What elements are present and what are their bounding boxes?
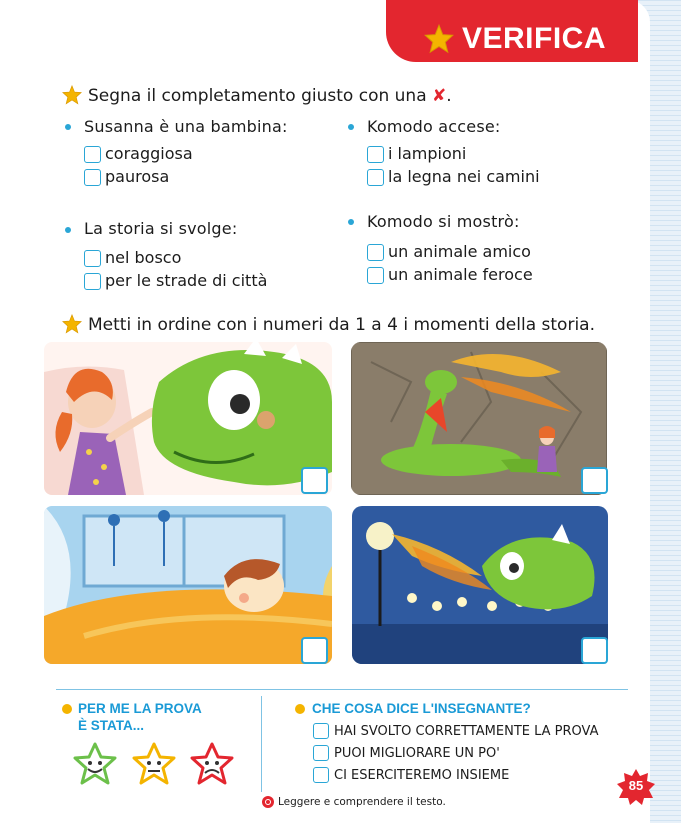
divider — [56, 689, 628, 690]
happy-star-icon[interactable] — [72, 742, 118, 786]
bullet-icon — [295, 704, 305, 714]
teacher-option[interactable] — [313, 745, 500, 761]
question-text: Komodo si mostrò: — [367, 212, 520, 231]
answer-option[interactable] — [367, 167, 540, 187]
checkbox[interactable] — [84, 146, 101, 163]
bullet-icon — [65, 227, 71, 233]
checkbox[interactable] — [367, 267, 384, 284]
answer-option[interactable] — [84, 271, 267, 291]
story-illustration-girl-dragon — [44, 342, 332, 495]
order-number-box[interactable] — [301, 637, 328, 664]
star-icon — [424, 24, 454, 54]
self-assessment-heading — [78, 700, 202, 734]
answer-option[interactable] — [367, 242, 531, 262]
option-label: un animale feroce — [388, 265, 533, 284]
star-icon — [62, 314, 82, 334]
story-illustration-dragon-cave — [351, 342, 607, 495]
option-label: per le strade di città — [105, 271, 268, 290]
answer-option[interactable] — [84, 248, 181, 268]
heading-line: PER ME LA PROVA — [78, 701, 202, 716]
story-illustration-girl-sleeping — [44, 506, 332, 664]
target-icon — [262, 796, 274, 808]
option-label: HAI SVOLTO CORRETTAMENTE LA PROVA — [334, 723, 599, 739]
teacher-option[interactable] — [313, 723, 599, 739]
sad-star-icon[interactable] — [189, 742, 235, 786]
option-label: CI ESERCITEREMO INSIEME — [334, 767, 510, 783]
checkbox[interactable] — [84, 169, 101, 186]
option-label: un animale amico — [388, 242, 531, 261]
story-illustration-dragon-lamps — [352, 506, 608, 664]
answer-option[interactable] — [84, 167, 169, 187]
exercise2-instruction: Metti in ordine con i numeri da 1 a 4 i momenti della storia. — [88, 315, 595, 335]
teacher-option[interactable] — [313, 767, 509, 783]
option-label: PUOI MIGLIORARE UN PO' — [334, 745, 500, 761]
question-text: Komodo accese: — [367, 117, 501, 136]
option-label: la legna nei camini — [388, 167, 540, 186]
checkbox[interactable] — [84, 250, 101, 267]
checkbox[interactable] — [313, 745, 329, 761]
checkbox[interactable] — [84, 273, 101, 290]
bullet-icon — [348, 219, 354, 225]
order-number-box[interactable] — [581, 467, 608, 494]
page-title: VERIFICA — [462, 22, 607, 55]
question-text: Susanna è una bambina: — [84, 117, 288, 136]
footer-note — [262, 796, 446, 808]
answer-option[interactable] — [84, 144, 193, 164]
checkbox[interactable] — [313, 767, 329, 783]
checkbox[interactable] — [313, 723, 329, 739]
star-icon — [62, 85, 82, 105]
divider — [261, 696, 262, 792]
checkbox[interactable] — [367, 146, 384, 163]
option-label: i lampioni — [388, 144, 467, 163]
footer-text: Leggere e comprendere il testo. — [278, 796, 446, 808]
order-number-box[interactable] — [301, 467, 328, 494]
order-number-box[interactable] — [581, 637, 608, 664]
answer-option[interactable] — [367, 144, 466, 164]
answer-option[interactable] — [367, 265, 533, 285]
instruction-text: Segna il completamento giusto con una — [88, 86, 427, 106]
bullet-icon — [62, 704, 72, 714]
instruction-end: . — [446, 86, 452, 106]
checkbox[interactable] — [367, 244, 384, 261]
option-label: nel bosco — [105, 248, 182, 267]
checkbox[interactable] — [367, 169, 384, 186]
option-label: paurosa — [105, 167, 170, 186]
exercise1-instruction — [88, 86, 452, 106]
bullet-icon — [348, 124, 354, 130]
page-number: 85 — [628, 778, 644, 793]
option-label: coraggiosa — [105, 144, 193, 163]
neutral-star-icon[interactable] — [131, 742, 177, 786]
teacher-heading: CHE COSA DICE L'INSEGNANTE? — [312, 701, 531, 716]
question-text: La storia si svolge: — [84, 219, 238, 238]
heading-line: È STATA... — [78, 718, 144, 733]
x-mark-icon: ✘ — [432, 86, 447, 106]
bullet-icon — [65, 124, 71, 130]
